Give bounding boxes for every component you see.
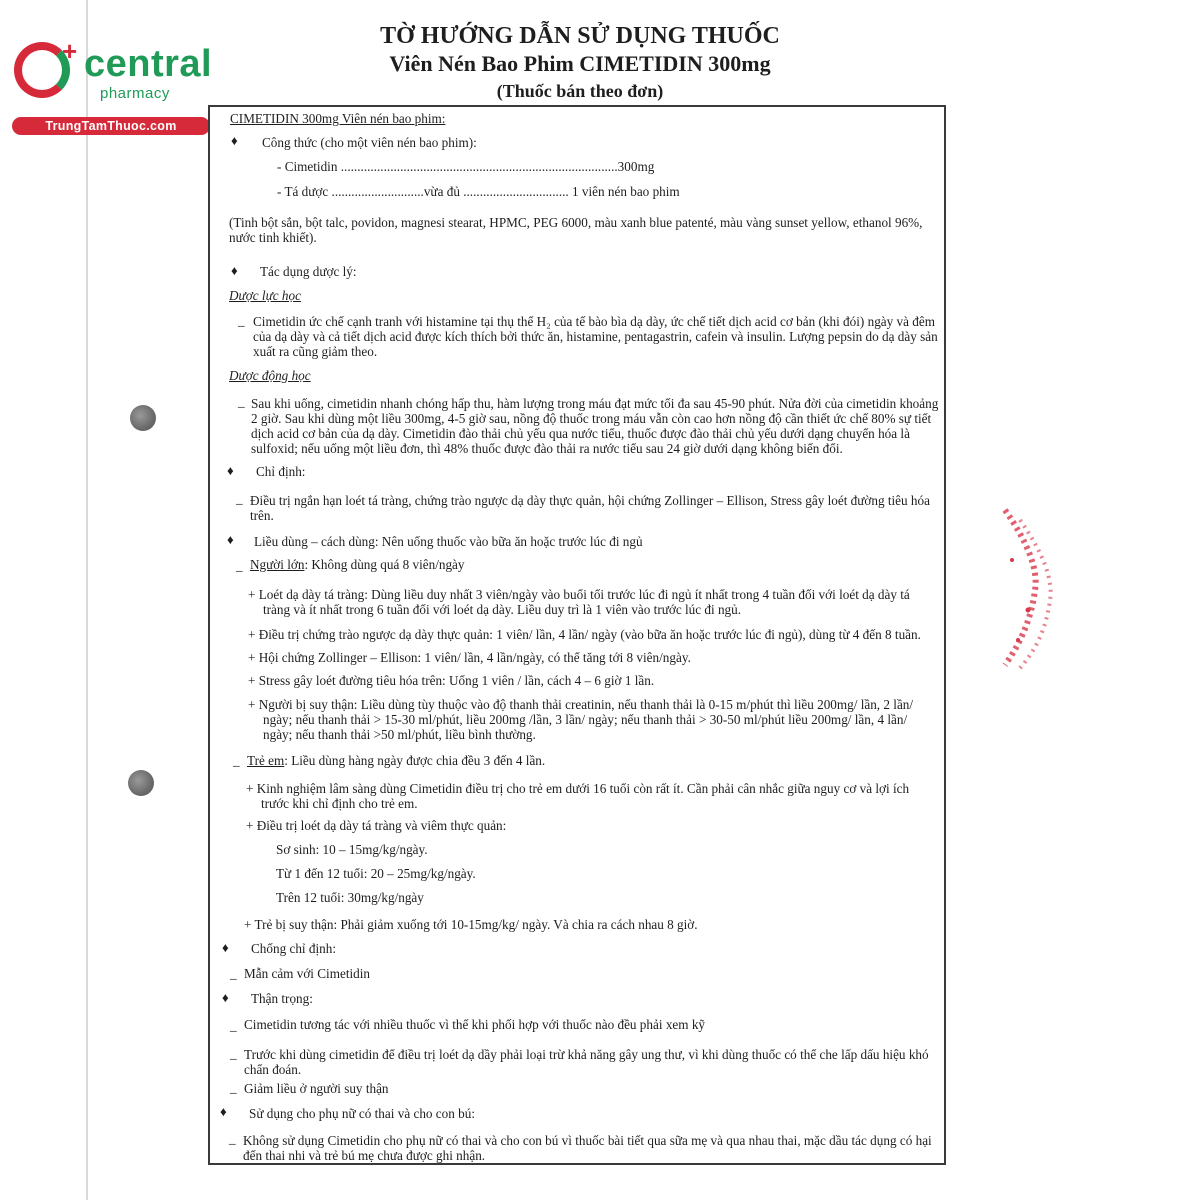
bullet-marker: ♦: [220, 1104, 227, 1119]
composition-heading: Công thức (cho một viên nén bao phim):: [262, 135, 477, 150]
composition-excipient: - Tá dược ............................vừa đủ ................................ 1 viên nén bao phim: [277, 184, 680, 199]
precautions-text: Giảm liều ở người suy thận: [244, 1081, 389, 1096]
dash-marker: _: [230, 1046, 237, 1061]
precautions-text: chẩn đoán.: [244, 1062, 302, 1077]
red-stamp-fragment: [1000, 500, 1060, 675]
contraindications-text: Mẫn cảm với Cimetidin: [244, 966, 371, 981]
bullet-marker: ♦: [227, 463, 234, 478]
child-dosage: [247, 753, 545, 768]
logo-url-badge: TrungTamThuoc.com: [12, 117, 210, 135]
excipient-list-cont: nước tinh khiết).: [229, 230, 317, 245]
document-subtitle: Viên Nén Bao Phim CIMETIDIN 300mg: [389, 51, 771, 76]
composition-active: - Cimetidin ....................................................................................300mg: [277, 159, 655, 174]
bullet-marker: ♦: [222, 940, 229, 955]
child-dosage-item: + Điều trị loét dạ dày tá tràng và viêm thực quản:: [246, 818, 507, 833]
child-dosage-item: trước khi chỉ định cho trẻ em.: [261, 796, 418, 811]
punch-hole-bottom: [128, 770, 154, 796]
pregnancy-heading: Sử dụng cho phụ nữ có thai và cho con bú:: [249, 1106, 475, 1121]
adult-text: : Không dùng quá 8 viên/ngày: [304, 557, 465, 572]
dash-marker: _: [236, 558, 243, 573]
document-title: TỜ HƯỚNG DẪN SỬ DỤNG THUỐC: [380, 23, 780, 49]
logo-cross-icon: +: [62, 36, 78, 66]
contraindications-heading: Chống chỉ định:: [251, 941, 336, 956]
dash-marker: _: [230, 1018, 237, 1033]
pharmacology-heading: Tác dụng dược lý:: [260, 264, 357, 279]
child-text: : Liều dùng hàng ngày được chia đều 3 đến 4 lần.: [284, 753, 546, 768]
page-edge: [86, 0, 88, 1200]
precautions-text: Trước khi dùng cimetidin để điều trị loét dạ dầy phải loại trừ khả năng gây ung thư, vì khi dùng thuốc có thể che lấp dấu hiệu khó: [244, 1047, 929, 1062]
prescription-note: (Thuốc bán theo đơn): [496, 81, 664, 101]
central-pharmacy-logo: [10, 38, 215, 138]
bullet-marker: ♦: [222, 990, 229, 1005]
dosage-heading: Liều dùng – cách dùng: Nên uống thuốc vào bữa ăn hoặc trước lúc đi ngủ: [254, 534, 643, 549]
pharmacokinetics-text: sulfoxid; nếu uống một liều đơn, thì 48% thuốc được đào thải ra nước tiểu sau 24 giờ dưới dạng không biến đổi.: [251, 441, 843, 456]
dosage-item: ngày; nếu thanh thải >50 ml/phút, liều bình thường.: [263, 727, 536, 742]
dash-marker: _: [233, 753, 240, 768]
dash-marker: _: [238, 394, 245, 409]
child-dosage-item: + Kinh nghiệm lâm sàng dùng Cimetidin điều trị cho trẻ em dưới 16 tuổi còn rất ít. Cần phải cân nhắc giữa nguy cơ và lợi ích: [246, 781, 910, 796]
pharmacodynamics-heading: Dược lực học: [229, 288, 301, 303]
precautions-text: Cimetidin tương tác với nhiều thuốc vì thế khi phối hợp với thuốc nào đều phải xem kỹ: [244, 1017, 706, 1032]
logo-name: central: [84, 43, 213, 85]
adult-label: Người lớn: [250, 557, 305, 572]
dosage-item: + Loét dạ dày tá tràng: Dùng liều duy nhất 3 viên/ngày vào buổi tối trước lúc đi ngủ ít nhất trong 4 tuần đối với loét dạ dày tá: [248, 587, 910, 602]
document-title-block: [300, 22, 860, 104]
adult-dosage: [250, 557, 465, 572]
indications-heading: Chỉ định:: [256, 464, 306, 479]
pharmacokinetics-heading: Dược động học: [229, 368, 311, 383]
pharmacokinetics-text: Sau khi uống, cimetidin nhanh chóng hấp thu, hàm lượng trong máu đạt mức tối đa sau 45-90 phút. Nửa đời của cimetidin khoảng: [251, 396, 939, 411]
excipient-list: (Tinh bột sắn, bột talc, povidon, magnesi stearat, HPMC, PEG 6000, màu xanh blue patenté, màu vàng sunset yellow, ethanol 96%,: [229, 215, 923, 230]
child-dose-over-12: Trên 12 tuổi: 30mg/kg/ngày: [276, 890, 424, 905]
dash-marker: _: [229, 1131, 236, 1146]
pregnancy-text: Không sử dụng Cimetidin cho phụ nữ có thai và cho con bú vì thuốc bài tiết qua sữa mẹ và qua nhau thai, mặc dầu tác dụng có hại: [243, 1133, 932, 1148]
precautions-heading: Thận trọng:: [251, 991, 313, 1006]
child-dosage-item: + Trẻ bị suy thận: Phải giảm xuống tới 10-15mg/kg/ ngày. Và chia ra cách nhau 8 giờ.: [244, 917, 698, 932]
pharmacodynamics-text: xuất ra cũng giảm theo.: [253, 344, 378, 359]
dosage-item: + Điều trị chứng trào ngược dạ dày thực quản: 1 viên/ lần, 4 lần/ ngày (vào bữa ăn hoặc trước lúc đi ngủ), dùng từ 4 đến 8 tuần.: [248, 627, 921, 642]
pharmacokinetics-text: 2 giờ. Sau khi dùng một liều 300mg, 4-5 giờ sau, nồng độ thuốc trong máu vẫn còn cao hơn nồng độ cần thiết ức chế 80% sự tiết: [251, 411, 932, 426]
product-heading: CIMETIDIN 300mg Viên nén bao phim:: [230, 111, 446, 126]
dash-marker: _: [230, 966, 237, 981]
dosage-item: + Hội chứng Zollinger – Ellison: 1 viên/ lần, 4 lần/ngày, có thể tăng tới 8 viên/ngày.: [248, 650, 691, 665]
bullet-marker: ♦: [231, 263, 238, 278]
indications-text: Điều trị ngắn hạn loét tá tràng, chứng trào ngược dạ dày thực quản, hội chứng Zollinger – Ellison, Stress gây loét đường tiêu hóa: [250, 493, 930, 508]
dosage-item: + Stress gây loét đường tiêu hóa trên: Uống 1 viên / lần, cách 4 – 6 giờ 1 lần.: [248, 673, 655, 688]
dosage-item: + Người bị suy thận: Liều dùng tùy thuộc vào độ thanh thải creatinin, nếu thanh thải là 0-15 m/phút thì liều 200mg/ lần, 2 lần/: [248, 697, 914, 712]
punch-hole-top: [130, 405, 156, 431]
dash-marker: _: [236, 491, 243, 506]
dash-marker: _: [230, 1080, 237, 1095]
dosage-item: tràng và ít nhất trong 6 tuần đối với loét dạ dày. Liều duy trì là 1 viên vào trước lúc đi ngủ.: [263, 602, 742, 617]
indications-text: trên.: [250, 508, 274, 523]
pregnancy-text: đến thai nhi và trẻ bú mẹ chưa được ghi nhận.: [243, 1148, 486, 1163]
pharmacodynamics-text: của dạ dày và cả tiết dịch acid được kích thích bởi thức ăn, histamine, pentagastrin, cafein và insulin. Lượng pepsin do dạ dày sản: [253, 329, 938, 344]
dash-marker: _: [238, 313, 245, 328]
pharmacokinetics-text: dịch acid cơ bản của dạ dày. Cimetidin đào thải chủ yếu qua nước tiểu, thuốc được đào thải chủ yếu dưới dạng chuyển hóa là: [251, 426, 910, 441]
child-dose-1-12: Từ 1 đến 12 tuổi: 20 – 25mg/kg/ngày.: [276, 866, 476, 881]
pharmacodynamics-text: Cimetidin ức chế cạnh tranh với histamine tại thụ thể H₂ của tế bào bìa dạ dày, ức chế tiết dịch acid cơ bản (khi đói) ngày và đêm: [253, 314, 935, 329]
dosage-item: ngày; nếu thanh thải > 15-30 ml/phút, liều 200mg /lần, 3 lần/ ngày; nếu thanh thải > 30-50 ml/phút liều 200mg/ lần, 4 lần/: [263, 712, 908, 727]
child-label: Trẻ em: [247, 753, 285, 768]
bullet-marker: ♦: [231, 133, 238, 148]
logo-subtitle: pharmacy: [100, 85, 170, 102]
bullet-marker: ♦: [227, 532, 234, 547]
child-dose-newborn: Sơ sinh: 10 – 15mg/kg/ngày.: [276, 842, 428, 857]
